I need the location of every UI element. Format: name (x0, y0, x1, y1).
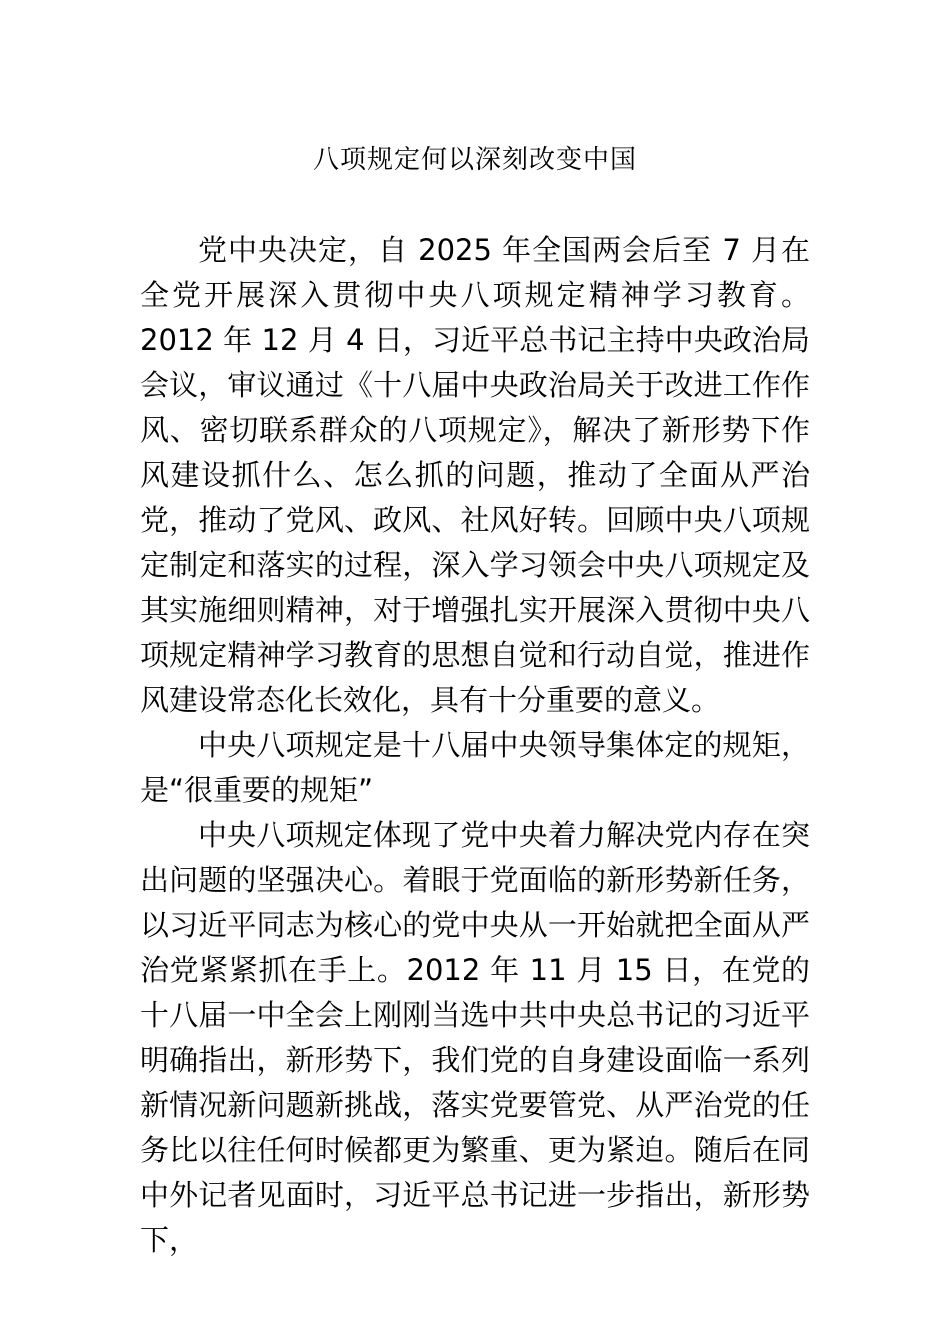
paragraph-body: 中央八项规定体现了党中央着力解决党内存在突出问题的坚强决心。着眼于党面临的新形势新任务，以习近平同志为核心的党中央从一开始就把全面从严治党紧紧抓在手上。2012 年 11 月 15 日，在党的十八届一中全会上刚刚当选中共中央总书记的习近平明确指出，新形势下，我们党的自身建设面临一系列新情况新问题新挑战，落实党要管党、从严治党的任务比以往任何时候都更为繁重、更为紧迫。随后在同中外记者见面时，习近平总书记进一步指出，新形势下， (140, 818, 810, 1257)
document-title: 八项规定何以深刻改变中国 (312, 145, 637, 175)
paragraph-intro: 党中央决定，自 2025 年全国两会后至 7 月在全党开展深入贯彻中央八项规定精神学习教育。2012 年 12 月 4 日，习近平总书记主持中央政治局会议，审议通过《十八届中央政治局关于改进工作作风、密切联系群众的八项规定》，解决了新形势下作风建设抓什么、怎么抓的问题，推动了全面从严治党，推动了党风、政风、社风好转。回顾中央八项规定制定和落实的过程，深入学习领会中央八项规定及其实施细则精神，对于增强扎实开展深入贯彻中央八项规定精神学习教育的思想自觉和行动自觉，推进作风建设常态化长效化，具有十分重要的意义。 (140, 233, 810, 717)
paragraph-subheading: 中央八项规定是十八届中央领导集体定的规矩，是“很重要的规矩” (140, 728, 810, 807)
